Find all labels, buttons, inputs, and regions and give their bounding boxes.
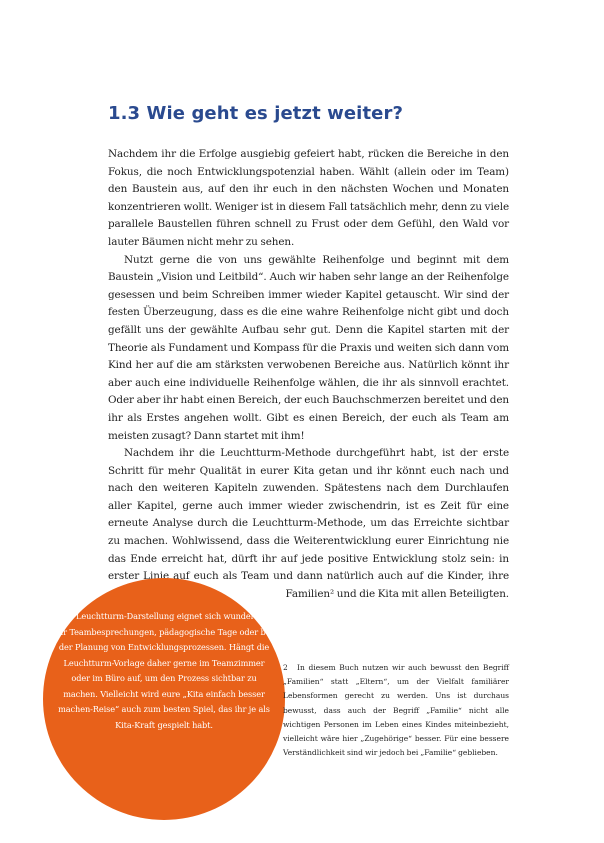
footnote-number: 2 — [283, 663, 288, 672]
paragraph: Nachdem ihr die Leuchtturm-Methode durchgeführt habt, ist der erste Schritt für mehr Qualität in eurer Kita getan und ihr könnt euch nach und nach den weiteren Kapiteln zuwenden. Spätestens nach dem Durchlaufen aller Kapitel, gerne auch immer wieder zwischendrin, ist es Zeit für eine erneute Analyse durch die Leuchtturm-Methode, um das Erreichte sichtbar zu machen. Wohlwissend, dass die Weiterentwicklung eurer Einrichtung nie das Ende erreicht hat, dürft ihr auf jede positive Entwicklung stolz sein: in erster Linie auf euch als Team und dann natürlich auch auf die Kinder, ihre Familien² und die Kita mit allen Beteiligten. — [108, 447, 509, 600]
section-heading: 1.3 Wie geht es jetzt weiter? — [108, 103, 403, 124]
body-text — [108, 146, 509, 603]
callout-text: Die Leuchtturm-Darstellung eignet sich wunderbar für Teambesprechungen, pädagogische Tage oder bei der Planung von Entwicklungsprozessen. Hängt die Leuchtturm-Vorlage daher gerne im Teamzimmer oder im Büro auf, um den Prozess sichtbar zu machen. Vielleicht wird eure „Kita einfach besser machen-Reise“ auch zum besten Spiel, das ihr je als Kita-Kraft gespielt habt. — [55, 611, 273, 730]
footnote — [283, 661, 509, 760]
paragraph: Nutzt gerne die von uns gewählte Reihenfolge und beginnt mit dem Baustein „Vision und Leitbild“. Auch wir haben sehr lange an der Reihenfolge gesessen und beim Schreiben immer wieder Kapitel getauscht. Wir sind der festen Überzeugung, dass es die eine wahre Reihenfolge nicht gibt und doch gefällt uns der gewählte Aufbau sehr gut. Denn die Kapitel starten mit der Theorie als Fundament und Kompass für die Praxis und weiten sich dann vom Kind her auf die am stärksten verwobenen Bereiche aus. Natürlich könnt ihr aber auch eine individuelle Reihenfolge wählen, die ihr als sinnvoll erachtet. Oder aber ihr habt einen Bereich, der euch Bauchschmerzen bereitet und den ihr als Erstes angehen wollt. Gibt es einen Bereich, der euch als Team am meisten zusagt? Dann startet mit ihm! — [108, 253, 509, 442]
paragraph: Nachdem ihr die Erfolge ausgiebig gefeiert habt, rücken die Bereiche in den Fokus, die noch Entwicklungspotenzial haben. Wählt (allein oder im Team) den Baustein aus, auf den ihr euch in den nächsten Wochen und Monaten konzentrieren wollt. Weniger ist in diesem Fall tatsächlich mehr, denn zu viele parallele Baustellen führen schnell zu Frust oder dem Gefühl, den Wald vor lauter Bäumen nicht mehr zu sehen. — [108, 148, 509, 248]
footnote-text: In diesem Buch nutzen wir auch bewusst den Begriff „Familien“ statt „Eltern“, um der Vielfalt familiärer Lebensformen gerecht zu werden. Uns ist durchaus bewusst, dass auch der Begriff „Familie“ nicht alle wichtigen Personen im Leben eines Kindes miteinbezieht, vielleicht wäre hier „Zugehörige“ besser. Für eine bessere Verständlichkeit sind wir jedoch bei „Familie“ geblieben. — [283, 663, 509, 758]
